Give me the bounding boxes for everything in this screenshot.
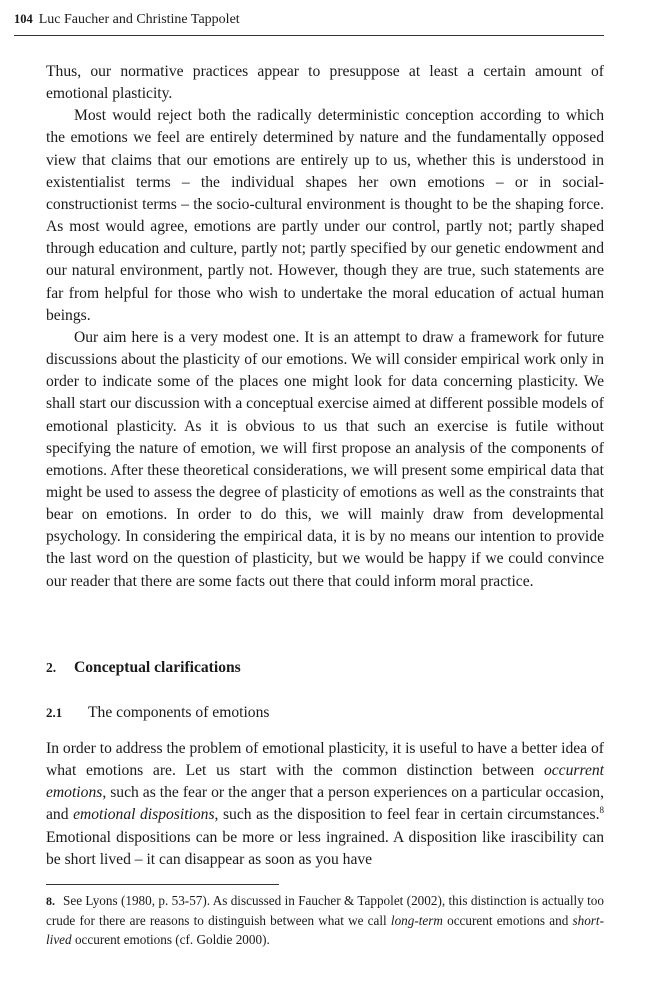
- running-head-authors: Luc Faucher and Christine Tappolet: [38, 12, 240, 27]
- text-run: occurent emotions (cf. Goldie 2000).: [71, 932, 270, 947]
- subsection-number: 2.1: [46, 705, 63, 720]
- paragraph: Our aim here is a very modest one. It is an attempt to draw a framework for future discussions about the plasticity of our emotions. We will consider empirical work only in order to indicate some of the places one might look for data concerning plasticity. We shall start our discussion with a conceptual exercise aimed at different possible models of emotional plasticity. As it is obvious to us that such an exercise is futile without specifying the nature of emotion, we will first propose an analysis of the components of emotions. After these theoretical considerations, we will present some empirical data that might be used to assess the degree of plasticity of emotions as well as the constraints that bear on emotions. In order to do this, we will mainly draw from developmental psychology. In considering the empirical data, it is by no means our intention to provide the last word on the question of plasticity, but we would be happy if we could convince our reader that there are some facts out there that could inform moral practice.: [46, 328, 604, 590]
- text-run: See Lyons (1980, p. 53-57). As discussed in Faucher & Tappolet (2002), this distinction is actually too crude for there are reasons to distinguish between what we call: [46, 893, 604, 928]
- body-text: [46, 61, 604, 593]
- subsection-title: The components of emotions: [88, 704, 270, 721]
- paragraph: [46, 738, 604, 871]
- section-number: 2.: [46, 660, 57, 675]
- text-run: In order to address the problem of emotional plasticity, it is useful to have a better idea of what emotions are. Let us start with the common distinction between: [46, 740, 604, 780]
- paragraph: Thus, our normative practices appear to presuppose at least a certain amount of emotional plasticity.: [46, 63, 604, 103]
- text-run: , such as the disposition to feel fear in certain circumstances.: [214, 806, 600, 824]
- emphasis: long-term: [390, 913, 443, 928]
- footnote-number: 8.: [46, 894, 55, 908]
- emphasis: emotional dispositions: [73, 806, 215, 824]
- text-run: , such as the fear or the anger that a person experiences on a particular occasion, and: [46, 784, 604, 824]
- page-number: 104: [14, 12, 33, 26]
- section-heading: [46, 657, 604, 679]
- emphasis: short-lived: [46, 913, 604, 947]
- running-head: [14, 11, 604, 36]
- footnote-divider: [46, 884, 279, 885]
- paragraph: Most would reject both the radically deterministic conception according to which the emotions we feel are entirely determined by nature and the fundamentally opposed view that claims that our emotions are entirely up to us, whether this is understood in existentialist terms – the individual shapes her own emotions – or in social-constructionist terms – the socio-cultural environment is thought to be the shaping force. As most would agree, emotions are partly under our control, partly not; partly shaped through education and culture, partly not; partly specified by our genetic endowment and our natural environment, partly not. However, though they are true, such statements are far from helpful for those who wish to undertake the moral education of actual human beings.: [46, 107, 604, 324]
- footnote-text: [46, 891, 604, 949]
- section-title: Conceptual clarifications: [74, 659, 241, 676]
- text-run: occurent emotions and: [442, 913, 573, 928]
- emphasis: occurrent emotions: [46, 762, 604, 802]
- text-run: Emotional dispositions can be more or less ingrained. A disposition like irascibility can be short lived – it can disappear as soon as you have: [46, 828, 604, 868]
- footnote: [46, 891, 604, 949]
- subsection-heading: [46, 702, 604, 724]
- footnote-reference[interactable]: 8: [599, 805, 605, 816]
- section-text: [46, 738, 604, 871]
